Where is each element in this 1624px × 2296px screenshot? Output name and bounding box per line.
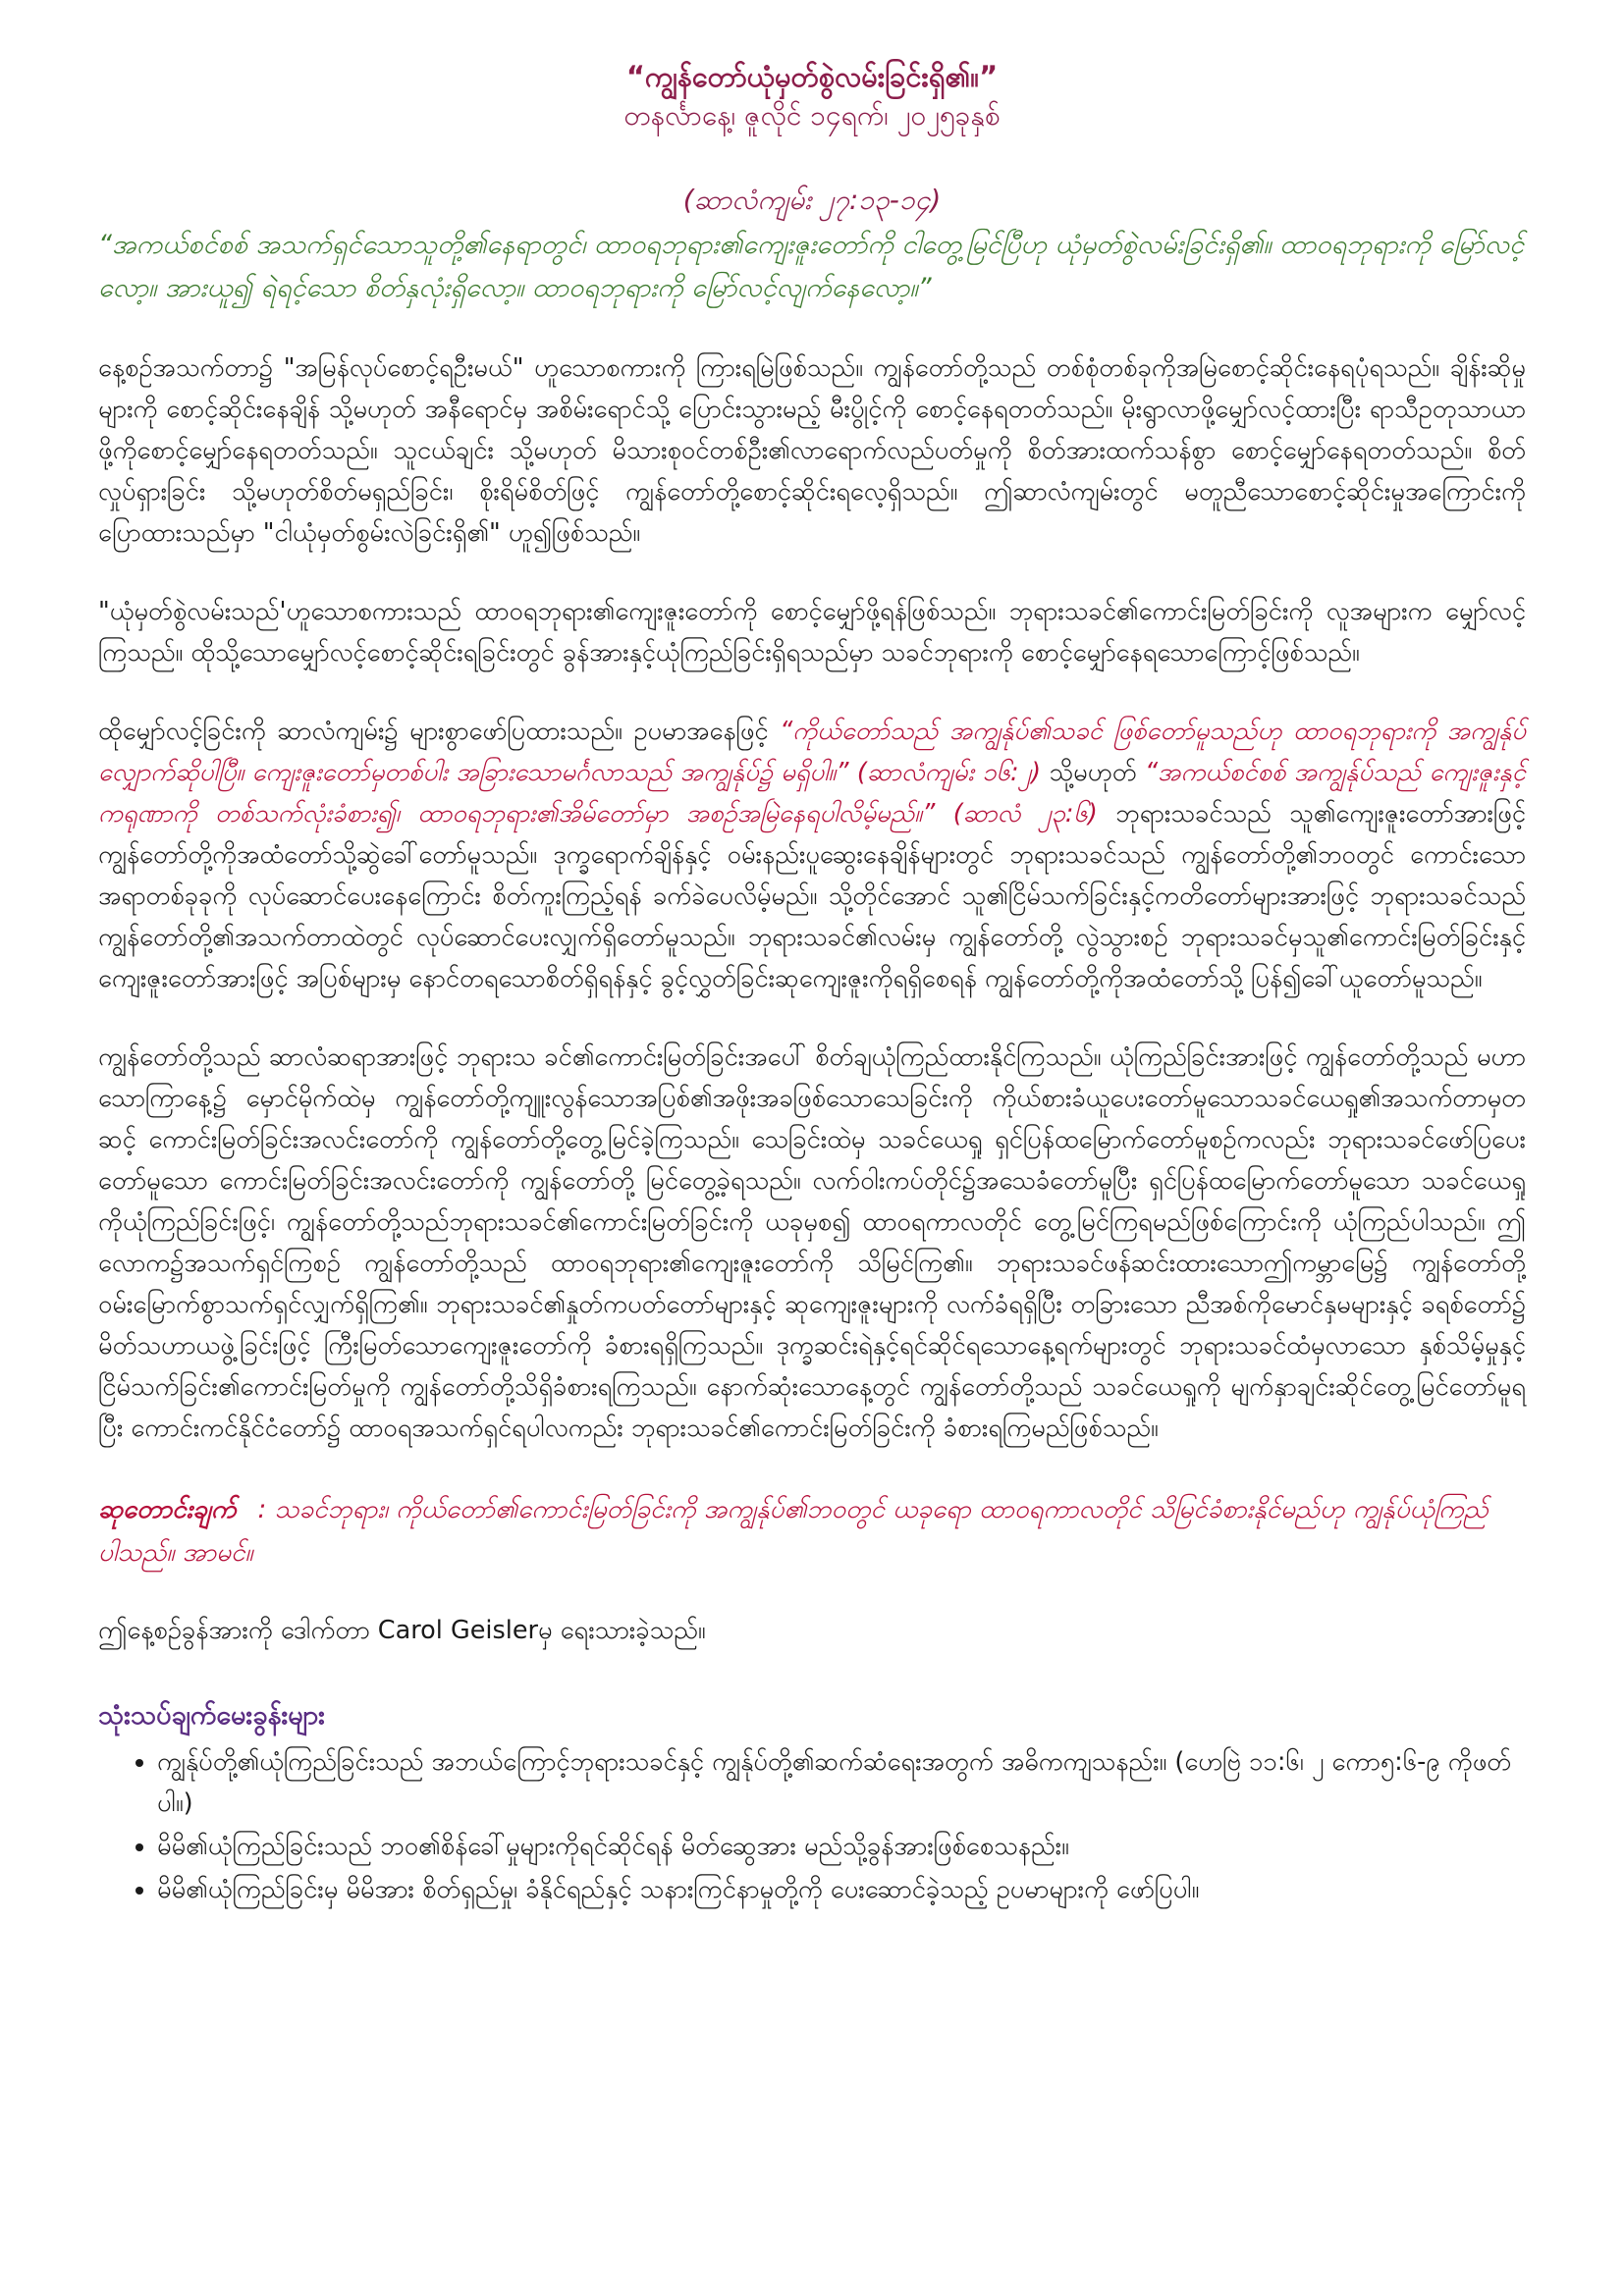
quoted-verse-1: “ကိုယ်တော်သည် အကျွန်ုပ်၏သခင် ဖြစ်တော်မူသည်ဟု ထာဝရဘုရားကို အကျွန်ုပ်လျှောက်ဆိုပါပြီ။ ကျေးဇူးတော်မှတစ်ပါး အခြားသောမင်္ဂလာသည် အကျွန်ုပ်၌ မရှိပါ။” (ဆာလံကျမ်း ၁၆:၂): [98, 717, 1526, 787]
author-note: ဤနေ့စဉ်ခွန်အားကို ဒေါက်တာ Carol Geislerမှ ရေးသားခဲ့သည်။: [98, 1616, 706, 1645]
paragraph-3-connector: သို့မဟုတ်: [1041, 758, 1145, 787]
question-item: • ကျွန်ုပ်တို့၏ယုံကြည်ခြင်းသည် အဘယ်ကြောင့်ဘုရားသခင်နှင့် ကျွန်ုပ်တို့၏ဆက်ဆံရေးအတွက် အဓိကကျသနည်း။ (ဟေဗြဲ ၁၁:၆၊ ၂ ကော၅:၆-၉ ကိုဖတ်ပါ။): [157, 1741, 1526, 1824]
question-item: • မိမိ၏ယုံကြည်ခြင်းမှ မိမိအား စိတ်ရှည်မှု၊ ခံနိုင်ရည်နှင့် သနားကြင်နာမှုတို့ကို ပေးဆောင်ခဲ့သည့် ဥပမာများကို ဖော်ပြပါ။: [157, 1869, 1526, 1910]
prayer-text: : သခင်ဘုရား၊ ကိုယ်တော်၏ကောင်းမြတ်ခြင်းကို အကျွန်ုပ်၏ဘဝတွင် ယခုရော ထာဝရကာလတိုင် သိမြင်ခံစားနိုင်မည်ဟု ကျွန်ုပ်ယုံကြည်ပါသည်။ အာမင်။: [98, 1495, 1489, 1568]
page-title: “ကျွန်တော်ယုံမှတ်စွဲလမ်းခြင်းရှိ၏။”: [625, 60, 999, 93]
scripture-verse: “အကယ်စင်စစ် အသက်ရှင်သောသူတို့၏နေရာတွင်၊ ထာဝရဘုရား၏ကျေးဇူးတော်ကို ငါတွေ့မြင်ပြီဟု ယုံမှတ်စွဲလမ်းခြင်းရှိ၏။ ထာဝရဘုရားကို မြော်လင့်လော့။ အားယူ၍ ရဲရင့်သော စိတ်နှလုံးရှိလော့။ ထာဝရဘုရားကို မြော်လင့်လျက်နေလော့။”: [98, 230, 1525, 303]
paragraph-3-rest: ဘုရားသခင်သည် သူ၏ကျေးဇူးတော်အားဖြင့် ကျွန်တော်တို့ကိုအထံတော်သို့ဆွဲခေါ်တော်မူသည်။ ဒုက္ခရောက်ချိန်နှင့် ဝမ်းနည်းပူဆွေးနေချိန်များတွင် ဘုရားသခင်သည် ကျွန်တော်တို့၏ဘဝတွင် ကောင်းသောအရာတစ်ခုခုကို လုပ်ဆောင်ပေးနေကြောင်း စိတ်ကူးကြည့်ရန် ခက်ခဲပေလိမ့်မည်။ သို့တိုင်အောင် သူ၏ငြိမ်သက်ခြင်းနှင့်ကတိတော်များအားဖြင့် ဘုရားသခင်သည် ကျွန်တော်တို့၏အသက်တာထဲတွင် လုပ်ဆောင်ပေးလျှက်ရှိတော်မူသည်။ ဘုရားသခင်၏လမ်းမှ ကျွန်တော်တို့ လွဲသွားစဉ် ဘုရားသခင်မှသူ၏ကောင်းမြတ်ခြင်းနှင့် ကျေးဇူးတော်အားဖြင့် အပြစ်များမှ နောင်တရသောစိတ်ရှိရန်နှင့် ခွင့်လွှတ်ခြင်းဆုကျေးဇူးကိုရရှိစေရန် ကျွန်တော်တို့ကိုအထံတော်သို့ ပြန်၍ခေါ်ယူတော်မူသည်။: [98, 799, 1526, 993]
paragraph-3-intro: ထိုမျှော်လင့်ခြင်းကို ဆာလံကျမ်း၌ များစွာဖော်ပြထားသည်။ ဥပမာအနေဖြင့်: [98, 717, 781, 746]
scripture-reference: (ဆာလံကျမ်း ၂၇:၁၃-၁၄): [682, 184, 942, 216]
page-date: တနင်္လာနေ့၊ ဇူလိုင် ၁၄ရက်၊ ၂၀၂၅ခုနှစ်: [623, 99, 1001, 132]
prayer: [98, 1488, 1526, 1575]
question-item: • မိမိ၏ယုံကြည်ခြင်းသည် ဘဝ၏စိန်ခေါ်မှုများကိုရင်ဆိုင်ရန် မိတ်ဆွေအား မည်သို့ခွန်အားဖြစ်စေသနည်း။: [157, 1826, 1526, 1867]
quoted-verse-2: “အကယ်စင်စစ် အကျွန်ုပ်သည် ကျေးဇူးနှင့်ကရုဏာကို တစ်သက်လုံးခံစား၍၊ ထာဝရဘုရား၏အိမ်တော်မှာ အစဉ်အမြဲနေရပါလိမ့်မည်။” (ဆာလံ ၂၃:၆): [98, 758, 1526, 828]
prayer-label: ဆုတောင်းချက်: [98, 1495, 237, 1524]
body-paragraph-2: "ယုံမှတ်စွဲလမ်းသည်'ဟူသောစကားသည် ထာဝရဘုရား၏ကျေးဇူးတော်ကို စောင့်မျှော်ဖို့ရန်ဖြစ်သည်။ ဘုရားသခင်၏ကောင်းမြတ်ခြင်းကို လူအများက မျှော်လင့်ကြသည်။ ထိုသို့သောမျှော်လင့်စောင့်ဆိုင်းရခြင်းတွင် ခွန်အားနှင့်ယုံကြည်ခြင်းရှိရသည်မှာ သခင်ဘုရားကို စောင့်မျှော်နေရသောကြောင့်ဖြစ်သည်။: [98, 597, 1526, 667]
body-paragraph-1: နေ့စဉ်အသက်တာ၌ "အမြန်လုပ်စောင့်ရဦးမယ်" ဟူသောစကားကို ကြားရမြဲဖြစ်သည်။ ကျွန်တော်တို့သည် တစ်စုံတစ်ခုကိုအမြဲစောင့်ဆိုင်းနေရပုံရသည်။ ချိန်းဆိုမှုများကို စောင့်ဆိုင်းနေချိန် သို့မဟုတ် အနီရောင်မှ အစိမ်းရောင်သို့ ပြောင်းသွားမည့် မီးပွိုင့်ကို စောင့်နေရတတ်သည်။ မိုးရွာလာဖို့မျှော်လင့်ထားပြီး ရာသီဥတုသာယာဖို့ကိုစောင့်မျှော်နေရတတ်သည်။ သူငယ်ချင်း သို့မဟုတ် မိသားစုဝင်တစ်ဦး၏လာရောက်လည်ပတ်မှုကို စိတ်အားထက်သန်စွာ စောင့်မျှော်နေရတတ်သည်။ စိတ်လှုပ်ရှားခြင်း သို့မဟုတ်စိတ်မရှည်ခြင်း၊ စိုးရိမ်စိတ်ဖြင့် ကျွန်တော်တို့စောင့်ဆိုင်းရလေ့ရှိသည်။ ဤဆာလံကျမ်းတွင် မတူညီသောစောင့်ဆိုင်းမှုအကြောင်းကို ပြောထားသည်မှာ "ငါယုံမှတ်စွမ်းလဲခြင်းရှိ၏" ဟူ၍ဖြစ်သည်။: [98, 353, 1526, 548]
questions-list: [98, 1741, 1526, 1910]
questions-heading: သုံးသပ်ချက်မေးခွန်းများ: [98, 1700, 325, 1731]
body-paragraph-4: ကျွန်တော်တို့သည် ဆာလံဆရာအားဖြင့် ဘုရားသ ခင်၏ကောင်းမြတ်ခြင်းအပေါ် စိတ်ချယုံကြည်ထားနိုင်ကြသည်။ ယုံကြည်ခြင်းအားဖြင့် ကျွန်တော်တို့သည် မဟာသောကြာနေ့၌ မှောင်မိုက်ထဲမှ ကျွန်တော်တို့ကျူးလွန်သောအပြစ်၏အဖိုးအခဖြစ်သောသေခြင်းကို ကိုယ်စားခံယူပေးတော်မူသောသခင်ယေရှု၏အသက်တာမှတဆင့် ကောင်းမြတ်ခြင်းအလင်းတော်ကို ကျွန်တော်တို့တွေ့မြင်ခဲ့ကြသည်။ သေခြင်းထဲမှ သခင်ယေရှု ရှင်ပြန်ထမြောက်တော်မူစဉ်ကလည်း ဘုရားသခင်ဖော်ပြပေးတော်မူသော ကောင်းမြတ်ခြင်းအလင်းတော်ကို ကျွန်တော်တို့ မြင်တွေ့ခဲ့ရသည်။ လက်ဝါးကပ်တိုင်၌အသေခံတော်မူပြီး ရှင်ပြန်ထမြောက်တော်မူသော သခင်ယေရှုကိုယုံကြည်ခြင်းဖြင့်၊ ကျွန်တော်တို့သည်ဘုရားသခင်၏ကောင်းမြတ်ခြင်းကို ယခုမှစ၍ ထာဝရကာလတိုင် တွေ့မြင်ကြရမည်ဖြစ်ကြောင်းကို ယုံကြည်ပါသည်။ ဤလောက၌အသက်ရှင်ကြစဉ် ကျွန်တော်တို့သည် ထာဝရဘုရား၏ကျေးဇူးတော်ကို သိမြင်ကြ၏။ ဘုရားသခင်ဖန်ဆင်းထားသောဤကမ္ဘာမြေ၌ ကျွန်တော်တို့ဝမ်းမြောက်စွာသက်ရှင်လျှက်ရှိကြ၏။ ဘုရားသခင်၏နှုတ်ကပတ်တော်များနှင့် ဆုကျေးဇူးများကို လက်ခံရရှိပြီး တခြားသော ညီအစ်ကိုမောင်နှမများနှင့် ခရစ်တော်၌ မိတ်သဟာယဖွဲ့ခြင်းဖြင့် ကြီးမြတ်သောကျေးဇူးတော်ကို ခံစားရရှိကြသည်။ ဒုက္ခဆင်းရဲနှင့်ရင်ဆိုင်ရသောနေ့ရက်များတွင် ဘုရားသခင်ထံမှလာသော နှစ်သိမ့်မှုနှင့် ငြိမ်သက်ခြင်း၏ကောင်းမြတ်မှုကို ကျွန်တော်တို့သိရှိခံစားရကြသည်။ နောက်ဆုံးသောနေ့တွင် ကျွန်တော်တို့သည် သခင်ယေရှုကို မျက်နှာချင်းဆိုင်တွေ့မြင်တော်မူရပြီး ကောင်းကင်နိုင်ငံတော်၌ ထာဝရအသက်ရှင်ရပါလကည်း ဘုရားသခင်၏ကောင်းမြတ်ခြင်းကို ခံစားရကြမည်ဖြစ်သည်။: [98, 1042, 1526, 1443]
body-paragraph-3: [98, 711, 1526, 999]
